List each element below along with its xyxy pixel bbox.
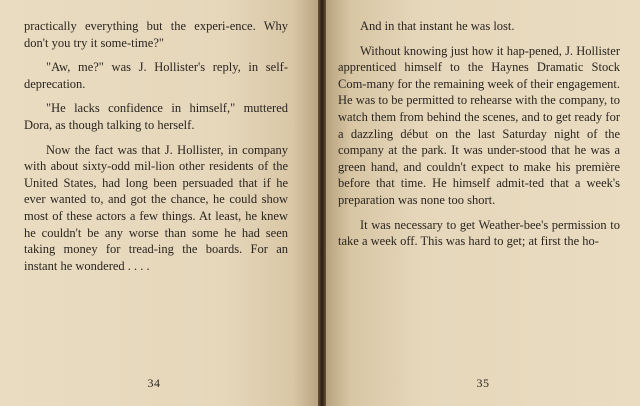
right-paragraph-3: It was necessary to get Weather-bee's permission to take a week off. This was hard to get; at first the ho-: [338, 217, 620, 249]
right-paragraph-2: Without knowing just how it hap-pened, J. Hollister apprenticed himself to the Haynes Dramatic Stock Com-many for the remaining week of their engagement. He was to be permitted to rehearse with the company, to watch them from behind the scenes, and to get ready for a dazzling début on the last Saturday night of the company at the park. It was under-stood that he was a green hand, and couldn't expect to make his première before that time. He himself admit-ted that a week's preparation was none too short.: [338, 43, 620, 207]
left-page: [0, 0, 318, 406]
left-paragraph-1: practically everything but the experi-ence. Why don't you try it some-time?": [24, 19, 288, 50]
left-paragraph-3: "He lacks confidence in himself," muttered Dora, as though talking to herself.: [24, 101, 288, 132]
left-paragraph-4: Now the fact was that J. Hollister, in company with about sixty-odd mil-lion other residents of the United States, had long been persuaded that if he ever wanted to, and got the chance, he could show most of these actors a few things. At least, he knew he couldn't be any worse than some he had seen taking money for tread-ing the boards. For an instant he wondered . . . .: [24, 142, 288, 273]
right-page: [326, 0, 640, 406]
left-page-number: 34: [147, 376, 161, 391]
right-paragraph-1: And in that instant he was lost.: [360, 19, 515, 33]
left-paragraph-2: "Aw, me?" was J. Hollister's reply, in self-deprecation.: [24, 60, 288, 91]
right-page-number: 35: [476, 376, 490, 391]
book-gutter: [318, 0, 326, 406]
